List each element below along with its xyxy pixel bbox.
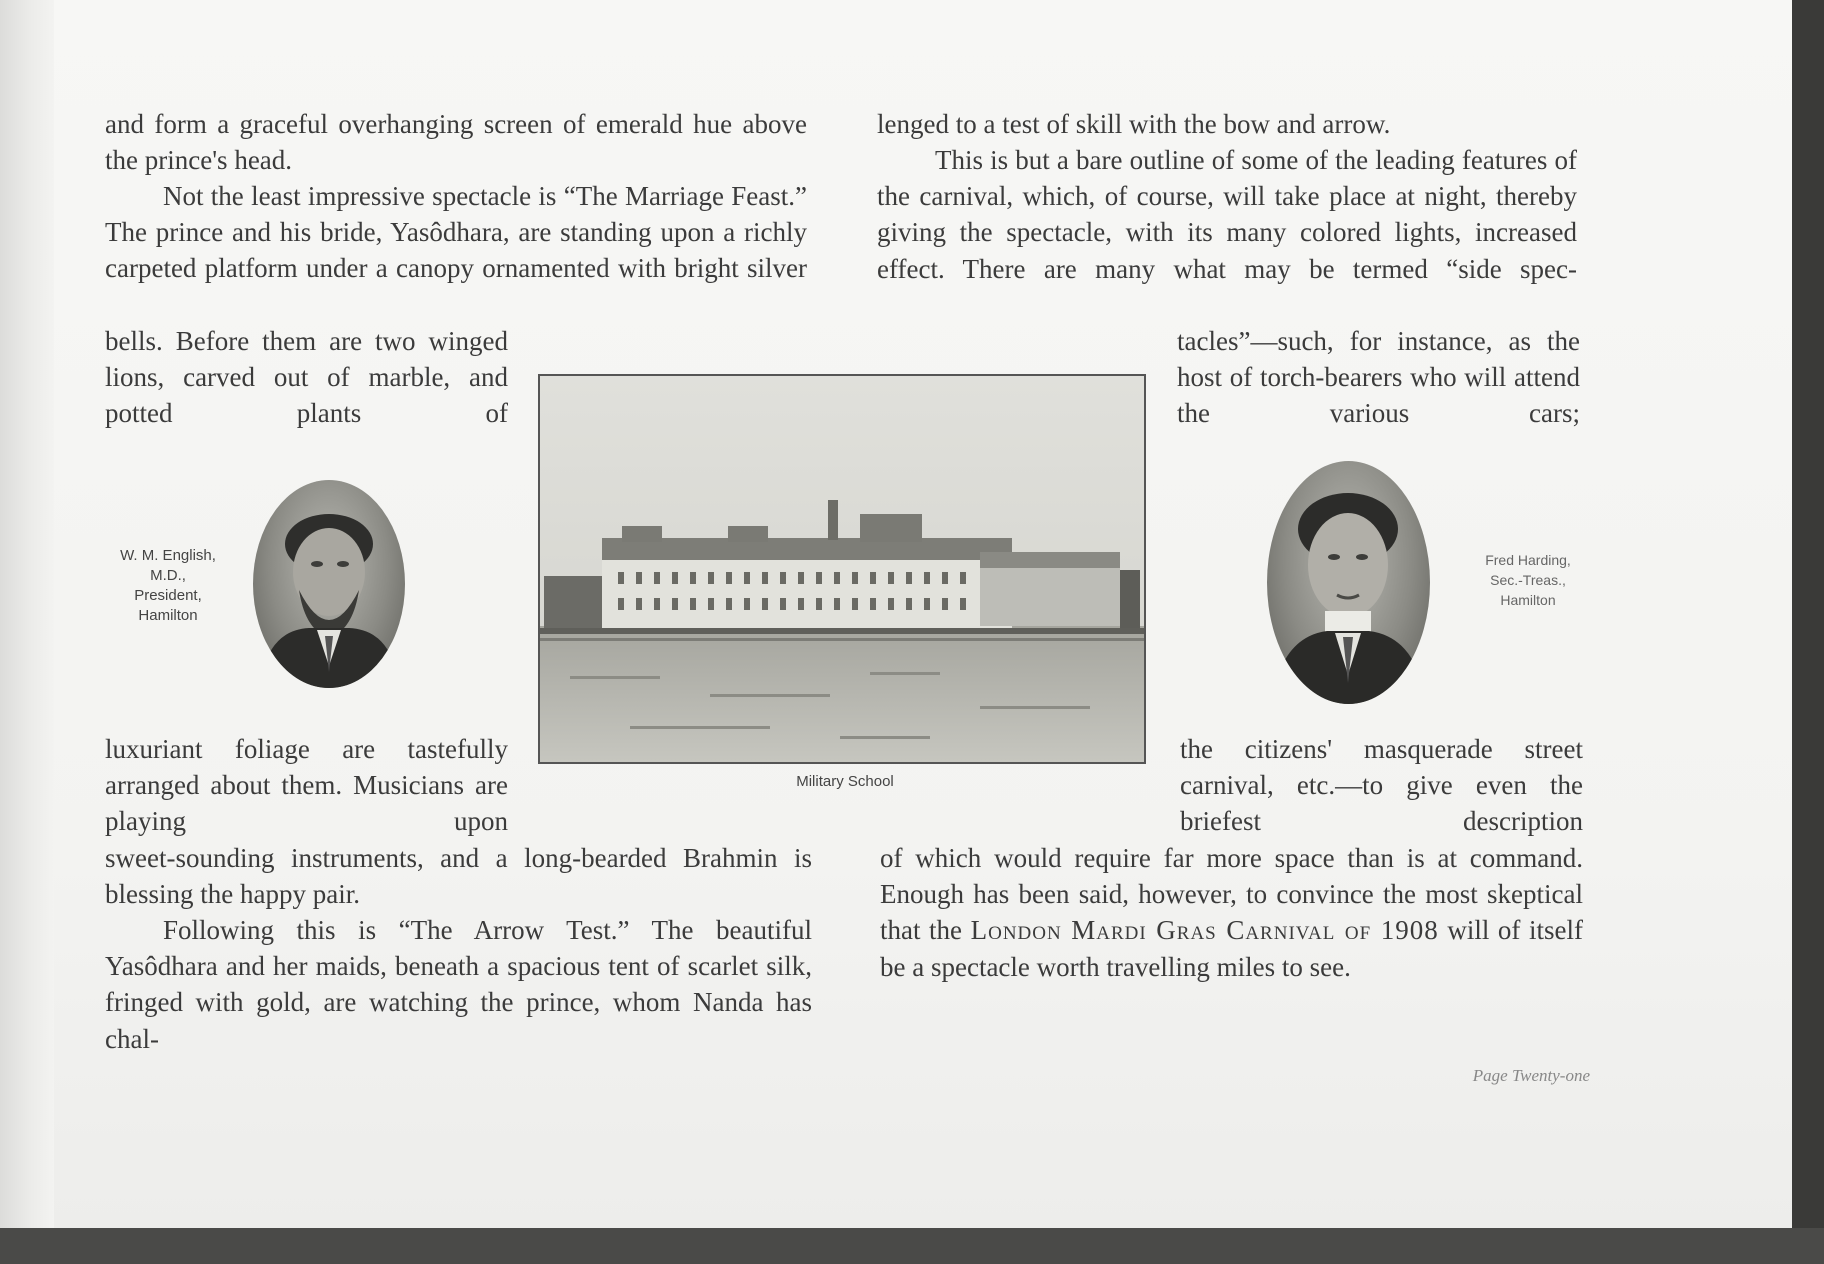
portrait-left-title: President, [134, 587, 202, 604]
left-paragraph-2-narrow: bells. Before them are two winged lions, carved out of marble, and potted plants of [105, 326, 508, 429]
portrait-right-figure [1267, 461, 1430, 704]
left-paragraph-3: Following this is “The Arrow Test.” The beautiful Yasôdhara and her maids, beneath a spacious tent of scarlet silk, fringed with gold, are watching the prince, whom Nanda has chal- [105, 915, 812, 1054]
portrait-left-name: W. M. English, [120, 547, 216, 564]
left-paragraph-2-narrow-lower: luxuriant foliage are tastefully arranged about them. Musicians are playing upon [105, 734, 508, 837]
portrait-left-city: Hamilton [138, 607, 198, 624]
right-paragraph-2-narrow-lower: the citizens' masquerade street carnival, etc.—to give even the briefest description [1180, 734, 1583, 837]
right-paragraph-2-end-text: of which would require far more space than is at command. Enough has been said, however, to convince the most skeptical that the [880, 843, 1583, 946]
right-paragraph-2-end [880, 840, 1583, 985]
right-paragraph-2-full: This is but a bare outline of some of the leading features of the carnival, which, of course, will take place at night, thereby giving the spectacle, with its many colored lights, increased effect. There are many what may be termed “side spec- [877, 145, 1577, 284]
book-bottom-edge [0, 1228, 1824, 1264]
portrait-right-photo [1267, 461, 1430, 704]
right-paragraph-2-narrow: tacles”—such, for instance, as the host of torch-bearers who will attend the various cars; [1177, 326, 1580, 429]
portrait-right-caption [1458, 550, 1598, 610]
right-paragraph-2-end-text-b: will of itself be a spectacle worth travelling miles to see. [880, 915, 1583, 982]
military-school-illustration [540, 376, 1144, 762]
portrait-left-degree: M.D., [150, 567, 186, 584]
carnival-name: London Mardi Gras Carnival of 1908 [970, 915, 1439, 946]
photo-caption: Military School [796, 773, 894, 790]
left-paragraph-2-full: Not the least impressive spectacle is “The Marriage Feast.” The prince and his bride, Yasôdhara, are standing upon a richly carpeted platform under a canopy ornamented with bright silver [105, 181, 807, 284]
page-number: Page Twenty-one [1472, 1066, 1590, 1085]
portrait-right-title: Sec.-Treas., [1490, 572, 1566, 588]
left-paragraph-1: and form a graceful overhanging screen of emerald hue above the prince's head. [105, 109, 807, 176]
left-paragraph-2-end: sweet-sounding instruments, and a long-bearded Brahmin is blessing the happy pair. [105, 843, 812, 910]
right-paragraph-1: lenged to a test of skill with the bow and arrow. [877, 109, 1391, 139]
portrait-left-figure [253, 480, 405, 688]
book-right-edge [1792, 0, 1824, 1264]
military-school-photo [538, 374, 1146, 764]
portrait-left-caption [98, 546, 238, 626]
portrait-right-name: Fred Harding, [1485, 552, 1571, 568]
page-gutter [0, 0, 54, 1228]
portrait-right-city: Hamilton [1500, 592, 1556, 608]
portrait-left-photo [253, 480, 405, 688]
